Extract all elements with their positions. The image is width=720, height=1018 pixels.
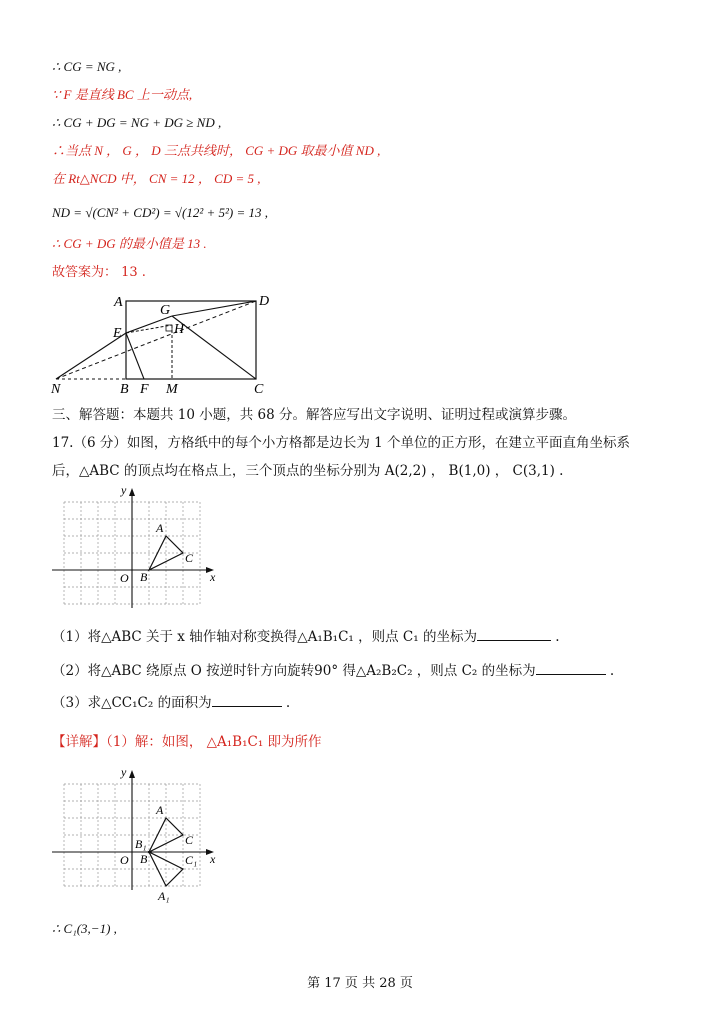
point-a-label: A (156, 521, 164, 535)
label-f: F (140, 382, 149, 397)
point-c1-label: C₁ (185, 853, 198, 867)
segment-gd (172, 301, 256, 316)
solution-line-5: 在 Rt△NCD 中， CN = 12 ， CD = 5 , (52, 171, 261, 186)
origin-label: O (120, 571, 129, 585)
conclusion-line: ∴ C₁(3,−1) , (52, 921, 117, 936)
question-2-text: （2）将△ABC 绕原点 O 按逆时针方向旋转90° 得△A₂B₂C₂ ，则点 C₂ 的坐标为 (52, 663, 536, 679)
solution-line-6: ND = √(CN² + CD²) = √(12² + 5²) = 13 , (52, 205, 268, 220)
label-e: E (113, 326, 122, 341)
point-c-label: C (185, 551, 194, 565)
label-m: M (166, 382, 178, 397)
answer-blank-2[interactable] (536, 660, 606, 675)
y-axis-arrow (129, 488, 135, 496)
solution-line-7: ∴ CG + DG 的最小值是 13 . (52, 236, 207, 251)
label-g: G (160, 303, 171, 318)
segment-ef (126, 333, 144, 379)
point-c-label-2: C (185, 833, 194, 847)
segment-gc (172, 316, 256, 379)
y-label: y (121, 483, 127, 497)
x-label: x (210, 570, 216, 584)
point-b-label: B (140, 570, 148, 584)
geometry-figure (40, 288, 290, 398)
solution-line-3: ∴ CG + DG = NG + DG ≥ ND , (52, 115, 222, 130)
y-axis-arrow-2 (129, 770, 135, 778)
problem-17-line-2: 后，△ABC 的顶点均在格点上，三个顶点的坐标分别为 A(2,2) ， B(1,0) ， C(3,1) . (52, 463, 564, 479)
question-3-text: （3）求△CC₁C₂ 的面积为 (52, 695, 212, 711)
solution-line-8: 故答案为： 13 . (52, 265, 146, 280)
segment-eg (126, 316, 172, 333)
problem-17-line-1: 17.（6 分）如图，方格纸中的每个小方格都是边长为 1 个单位的正方形，在建立平面直角坐标系 (52, 435, 631, 451)
solution-line-4: ∴当点 N ， G ， D 三点共线时， CG + DG 取最小值 ND , (52, 143, 381, 158)
point-b-label-2: B (140, 852, 148, 866)
answer-blank-1[interactable] (477, 626, 551, 641)
question-3: （3）求△CC₁C₂ 的面积为 . (52, 692, 290, 714)
label-c: C (254, 382, 264, 397)
question-1: （1）将△ABC 关于 x 轴作轴对称变换得△A₁B₁C₁ ，则点 C₁ 的坐标为 . (52, 626, 560, 648)
label-n: N (51, 382, 61, 397)
coordinate-graph-2 (48, 764, 228, 912)
y-label-2: y (121, 765, 127, 779)
page-footer: 第 17 页 共 28 页 (307, 976, 413, 991)
detail-heading: 【详解】（1）解：如图， △A₁B₁C₁ 即为所作 (52, 734, 322, 750)
question-2: （2）将△ABC 绕原点 O 按逆时针方向旋转90° 得△A₂B₂C₂ ，则点 C₂ 的坐标为 . (52, 660, 614, 682)
solution-line-1: ∴ CG = NG , (52, 59, 122, 74)
section-heading: 三、解答题：本题共 10 小题，共 68 分。解答应写出文字说明、证明过程或演算步骤。 (52, 407, 577, 423)
answer-blank-3[interactable] (212, 692, 282, 707)
label-a: A (114, 295, 123, 310)
origin-label-2: O (120, 853, 129, 867)
point-a1-label: A₁ (158, 889, 170, 903)
segment-nd (56, 301, 256, 379)
label-d: D (259, 294, 270, 309)
segment-eh (126, 325, 172, 333)
solution-line-2: ∵ F 是直线 BC 上一动点, (52, 87, 193, 102)
x-label-2: x (210, 852, 216, 866)
label-b: B (120, 382, 129, 397)
point-a-label-2: A (156, 803, 164, 817)
coordinate-graph-1 (48, 482, 228, 610)
point-b1-label: B₁ (135, 837, 147, 851)
question-1-text: （1）将△ABC 关于 x 轴作轴对称变换得△A₁B₁C₁ ，则点 C₁ 的坐标为 (52, 629, 477, 645)
label-h: H (174, 322, 185, 337)
